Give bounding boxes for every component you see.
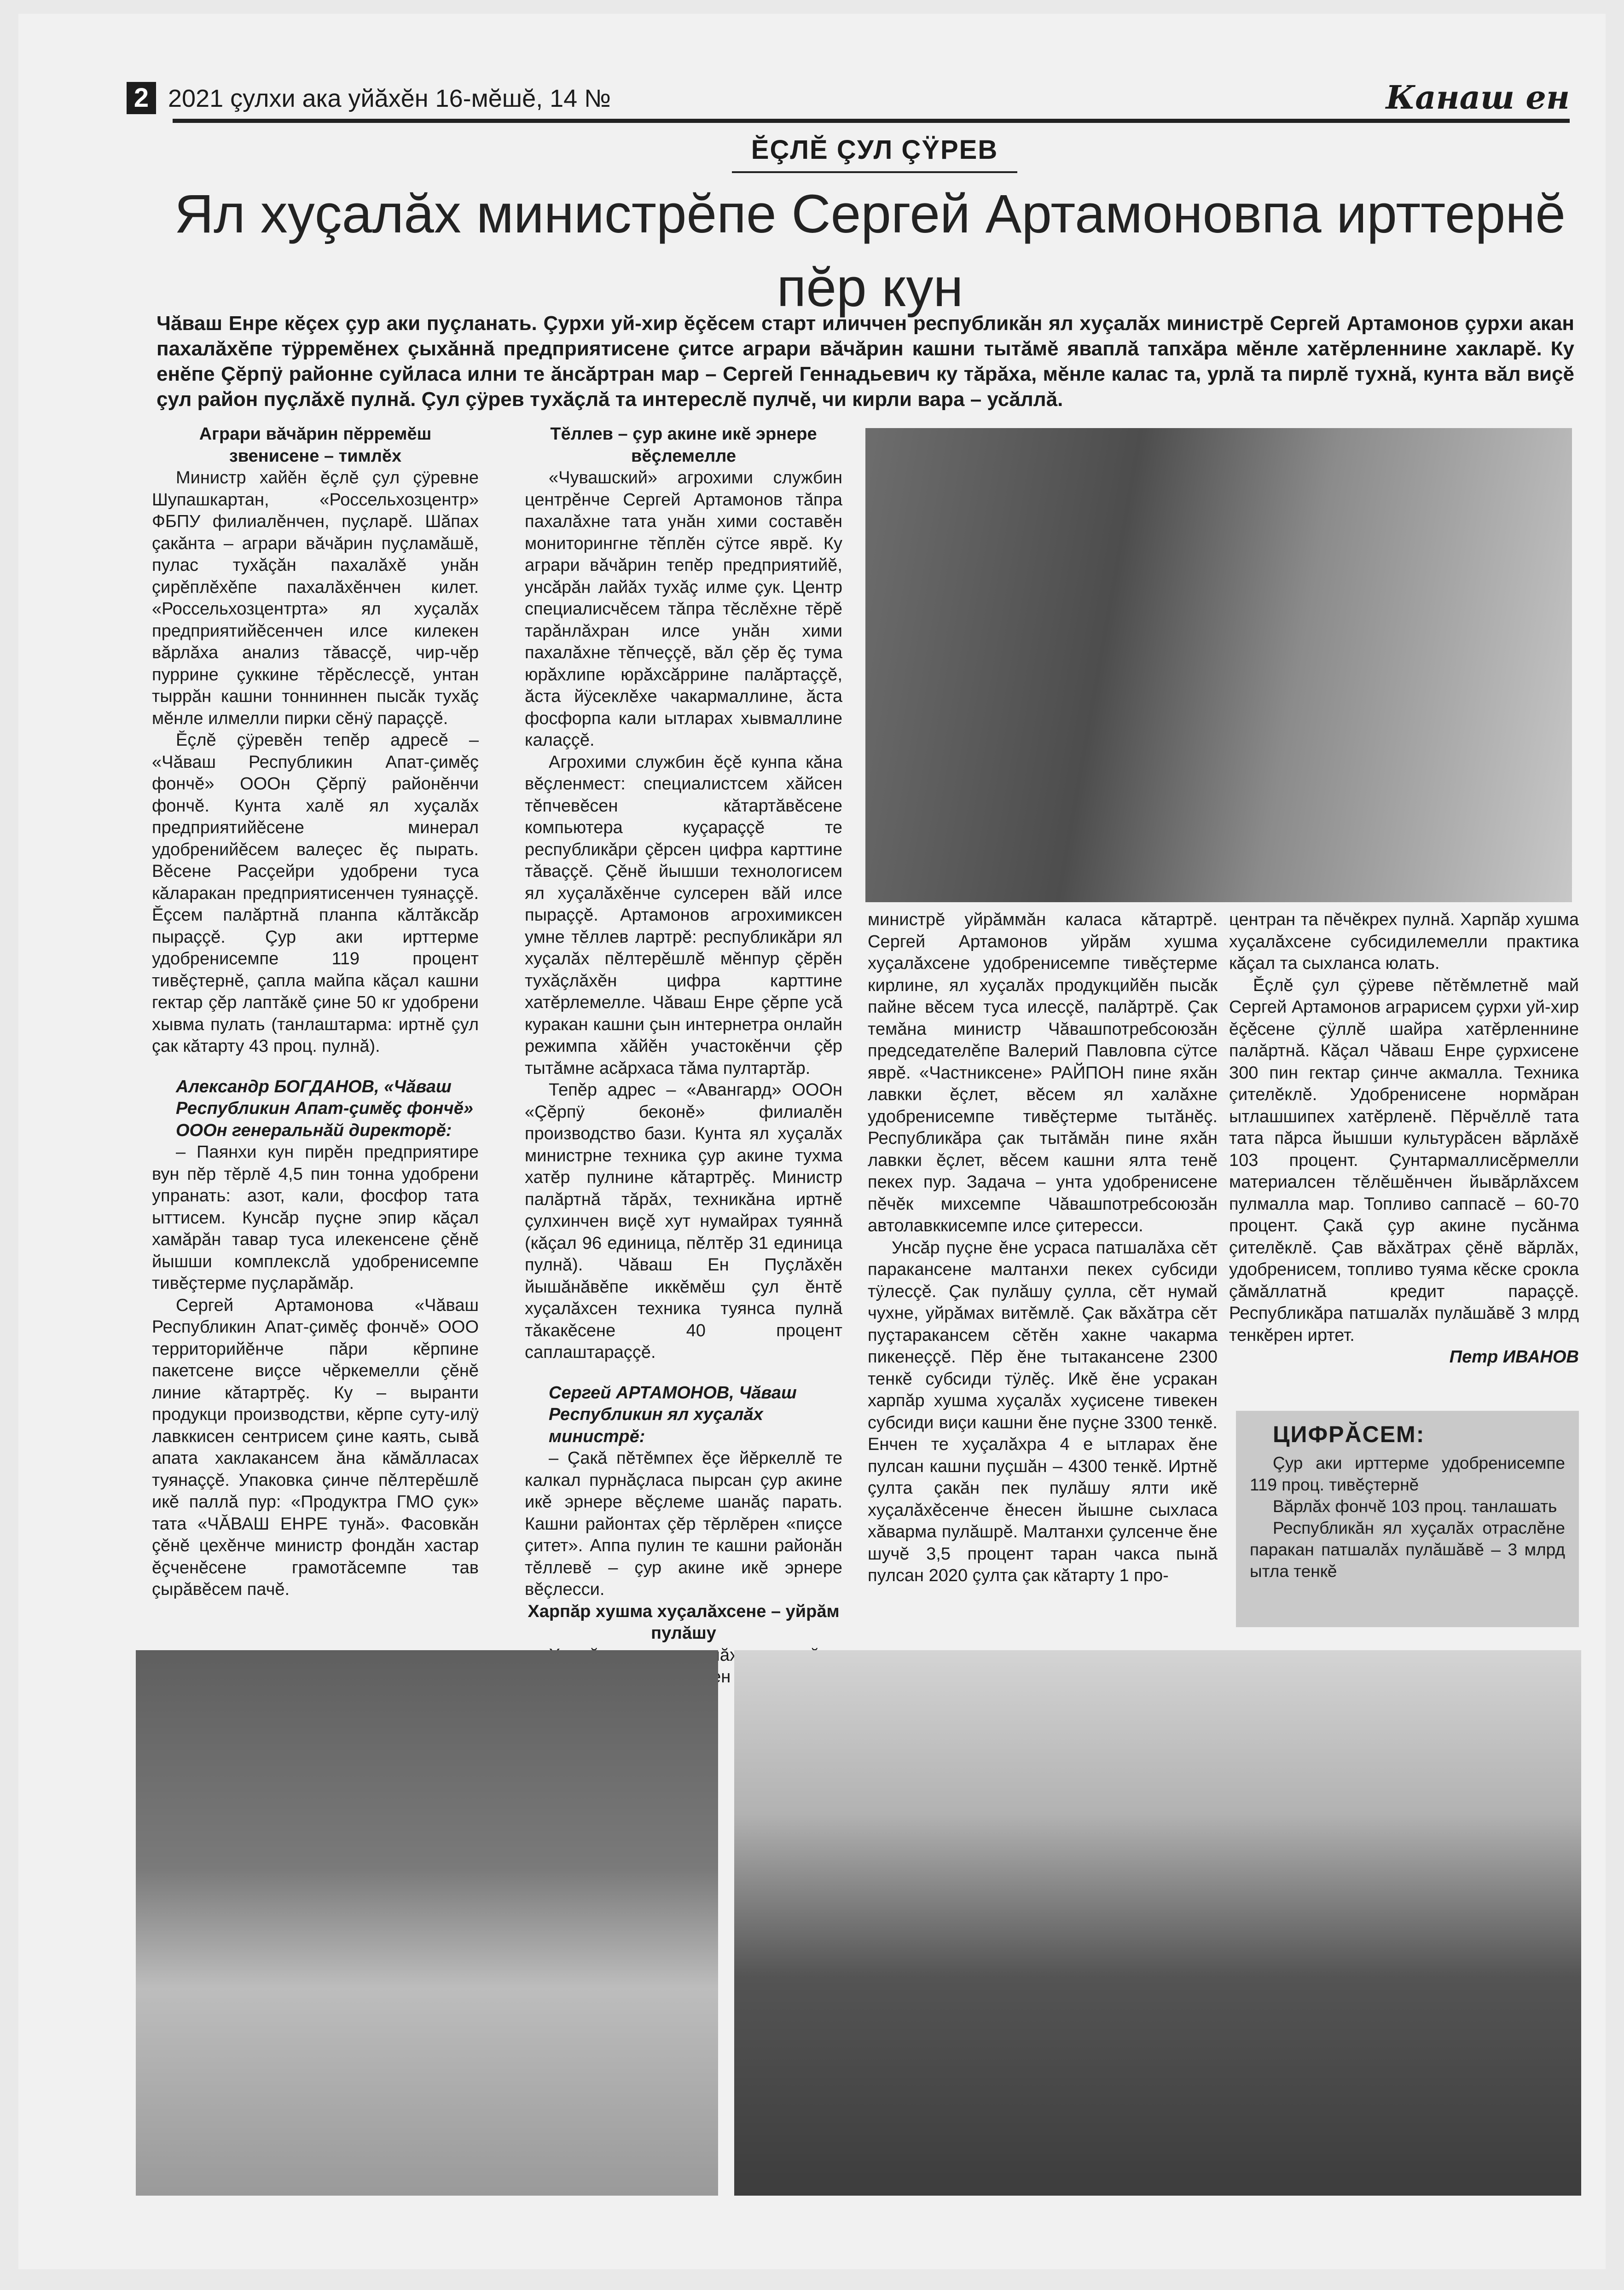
article-title: Ял хуçалăх министрĕпе Сергей Артамоновпа ирттернĕ пĕр кун [174, 184, 1566, 318]
article-lead: Чăваш Енре кĕçех çур аки пуçланать. Çурхи уй-хир ĕçĕсем старт иличчен республикăн ял хуçалăх министрĕ Сергей Артамонов çурхи акан пахалăхĕпе тÿрремĕнех çыхăннă предприятисене çитсе аграри вăчăрин кашни тытăмĕ яваплă тапхăра мĕнле хатĕрленнине хакларĕ. Ку енĕпе Çĕрпÿ районне суйласа илни те ăнсăртран мар – Сергей Геннадьевич ку тăрăха, мĕнле калас та, урлă та пирлĕ тухнă, кунта вăл виçĕ çул район пуçлăхĕ пулнă. Çул çÿрев тухăçлă та интереслĕ пулчĕ, чи кирли вара – усăллă. [157, 312, 1574, 411]
photo-fertilizer-bags [136, 1650, 718, 2196]
column-4 [1229, 909, 1579, 1368]
spacer [152, 1058, 479, 1076]
column-1 [152, 423, 479, 1601]
paragraph: Тепĕр адрес – «Авангард» ОООн «Çĕрпÿ беконĕ» филиалĕн производство бази. Кунта ял хуçалăх министрне техника çур акине тухма хатĕр пулнине кăтартрĕç. Министр палăртнă тăрăх, техникăна иртнĕ çулхинчен виçĕ хут нумайрах туяннă (кăçал 96 единица, пĕлтĕр 31 единица пулнă). Чăваш Ен Пуçлăхĕн йышăнăвĕпе иккĕмĕш çул ĕнтĕ хуçалăхсен техника туянса пулнă тăкакĕсене 40 процент саплаштараççĕ. [525, 1080, 842, 1362]
paragraph: «Чувашский» агрохими службин центрĕнче Сергей Артамонов тăпра пахалăхне тата унăн хими составĕн мониторингне тĕплĕн сÿтсе яврĕ. Ку аграри вăчăрин тепĕр предприятийĕ, унсăрăн лайăх тухăç илме çук. Центр специалисчĕсем тăпра тĕслĕхне тĕрĕ тарăнлăхран илсе унăн хими пахалăхне тĕпчеççĕ, вăл çĕр ĕç тума юрăхлипе юрăхсăррине палăртаççĕ, ăста йÿсеклĕхе чакармаллине, ăста фосфорпа кали ытларах хывмаллине калаççĕ. [525, 468, 842, 750]
photo-tractors-inspection [734, 1650, 1581, 2196]
page-header [127, 74, 1570, 117]
paragraph: – Çакă пĕтĕмпех ĕçе йĕркеллĕ те калкал пурнăçласа пырсан çур акине икĕ эрнере вĕçлеме шанăç парать. Кашни районтах çĕр тĕрлĕрен «пиçсе çитет». Аппа пулин те кашни районăн тĕллевĕ – çур акине икĕ эрнере вĕçлесси. [525, 1449, 842, 1599]
page-number: 2 [127, 82, 156, 114]
paragraph: Агрохими службин ĕçĕ кунпа кăна вĕçленмест: специалистсем хăйсен тĕпчевĕсен кăтартăвĕсене компьютера куçараççĕ те республикăри çĕрсен цифра карттине тăваççĕ. Çĕнĕ йышши технологисем ял хуçалăхĕнче сулсерен вăй илсе пыраççĕ. Артамонов агрохимиксен умне тĕллев лартрĕ: республикăри ял хуçалăх пĕлтерĕшлĕ мĕнпур çĕрĕн тухăçлăхĕн цифра карттине хатĕрлемелле. Чăваш Енре çĕрпе усă куракан кашни çын интернетра онлайн режимпа хăйĕн участокĕнчи çĕр тытăмне асăрхаса тăма пултартăр. [525, 752, 842, 1078]
spacer [525, 1364, 842, 1382]
subheading: Харпăр хушма хуçалăхсене – уйрăм пулăшу [528, 1601, 840, 1643]
infobox-item: Çур аки ирттерме удобренисемпе 119 проц. тивĕçтернĕ [1250, 1454, 1565, 1494]
figures-infobox [1236, 1411, 1579, 1627]
paragraph: Ĕçлĕ çÿревĕн тепĕр адресĕ – «Чăваш Республикин Апат-çимĕç фончĕ» ОООн Çĕрпÿ районĕнчи фончĕ. Кунта халĕ ял хуçалăх предприятийĕсене минерал удобренийĕсем валеçес ĕç пырать. Вĕсене Расçейри удобрени туса кăларакан предприятисенчен туянаççĕ. Ĕçсем палăртнă планпа кăлтăксăр пыраççĕ. Çур аки ирттерме удобренисемпе 119 процент тивĕçтернĕ, çапла майпа кăçал кашни гектар çĕр лаптăкĕ çине 50 кг удобрени хывма пулать (танлаштарма: иртнĕ çул çак кăтарту 43 проц. пулнă). [152, 730, 479, 1056]
infobox-item: Республикăн ял хуçалăх отраслĕне паракан патшалăх пулăшăвĕ – 3 млрд ытла тенкĕ [1250, 1519, 1565, 1581]
paragraph: министрĕ уйрăммăн каласа кăтартрĕ. Сергей Артамонов уйрăм хушма хуçалăхсене удобренисемпе тивĕçтерме кирлине, ял хуçалăх продукцийĕн пысăк пайне вĕсем туса илесçĕ, палăртрĕ. Çак темăна министр Чăвашпотребсоюзăн председателĕпе Валерий Павловпа сÿтсе яврĕ. «Частниксене» РАЙПОН пине яхăн лавкки ĕçлет, вĕсем ял халăхне удобренисемпе тивĕçтерме тытăнĕç. Республикăра çак тытăмăн пине яхăн лавкки ĕçлет, вĕсем кашни ялта тенĕ пекех пур. Задача – унта удобренисене пĕчĕк михсемпе Чăвашпотребсоюзăн автолавккисемпе илсе çитересси. [868, 910, 1218, 1235]
column-3 [868, 909, 1218, 1587]
column-2 [525, 423, 842, 1688]
section-rubric: ĔÇЛĔ ÇУЛ ÇŸРЕВ [751, 135, 998, 165]
header-rule [173, 119, 1570, 123]
paragraph: Ĕçлĕ çул çÿреве пĕтĕмлетнĕ май Сергей Артамонов аграрисем çурхи уй-хир ĕçĕсене çÿллĕ шайра хатĕрленнине палăртнă. Кăçал Чăваш Енре çурхисене 300 пин гектар çинче акмалла. Техника çителĕклĕ. Удобренисене нормăран ытлашшипех хатĕрленĕ. Пĕрчĕллĕ тата тата пăрса йышши культурăсен вăрлăхĕ 103 процент. Çунтармаллисĕрмелли материалсен тĕлĕшĕнчен йывăрлăхсем пулмалла мар. Топливо саппасĕ – 60-70 процент. Çакă çур акине пусăнма çителĕклĕ. Çав вăхăтрах çĕнĕ вăрлăх, удобренисем, топливо туяма кĕске срокла çăмăллатнă кредит параççĕ. Республикăра патшалăх пулăшăвĕ 3 млрд тенкĕрен иртет. [1229, 975, 1579, 1345]
author-byline: Петр ИВАНОВ [1449, 1347, 1579, 1367]
paragraph: центран та пĕчĕкрех пулнă. Харпăр хушма хуçалăхсене субсидилемелли практика кăçал та сыхланса юлать. [1229, 910, 1579, 973]
paragraph: Унсăр пуçне ĕне усраса патшалăха сĕт паракансене малтанхи пекех субсиди тÿлесçĕ. Çак пулăшу çулла, сĕт нумай чухне, уйрăмах витĕмлĕ. Çак вăхăтра сĕт пуçтаракансем сĕтĕн хакне чакарма пикенеççĕ. Пĕр ĕне тытакансене 2300 тенкĕ субсиди тÿлĕç. Икĕ ĕне усракан харпăр хушма хуçалăх хуçисене тивекен субсиди виçи кашни ĕне пуçне 3300 тенкĕ. Енчен те хуçалăхра 4 е ытларах ĕне пулсан кашни пуçшăн – 4300 тенкĕ. Иртнĕ çулта çакăн пек пулăшу ялти икĕ хуçалăхĕсенче ĕнесен йышне сыхласа хăварма пулăшрĕ. Малтанхи çулсенче ĕне шучĕ 3,5 процент таран чакса пынă пулсан 2020 çулта çак кăтарту 1 про- [868, 1238, 1218, 1585]
photo-minister-in-shop [865, 428, 1572, 902]
quote-signature: Сергей АРТАМОНОВ, Чăваш Республикин ял хуçалăх министрĕ: [549, 1383, 797, 1446]
infobox-title: ЦИФРĂСЕМ: [1273, 1421, 1425, 1447]
paragraph: – Паянхи кун пирĕн предприятире вун пĕр тĕрлĕ 4,5 пин тонна удобрени упранать: азот, кали, фосфор тата ыттисем. Кунсăр пуçне эпир кăçал хамăрăн тавар туса илекенсене çĕнĕ йышши комплекслă удобренисемпе тивĕçтерме пуçларăмăр. [152, 1142, 479, 1293]
paragraph: Сергей Артамонова «Чăваш Республикин Апат-çимĕç фончĕ» ООО территорийĕнче пăри кĕрпине пакетсене виçсе чĕркемелли çĕнĕ линие кăтартрĕç. Ку – выранти продукци производстви, кĕрпе суту-илÿ лавккисен сентрисем çине каять, сывă апата хаклакансем ăна кăмăлласах туянаççĕ. Упаковка çинче пĕлтерĕшлĕ икĕ паллă пур: «Продуктра ГМО çук» тата «ЧĂВАШ ЕНРЕ тунă». Фасовкăн çĕнĕ цехĕнче министр фондăн хастар ĕçченĕсене грамотăсемпе тав çырăвĕсем пачĕ. [152, 1295, 479, 1599]
paragraph: хуçалăхсене [673, 1645, 776, 1665]
subheading: Аграри вăчăрин пĕрремĕш звенисене – тимлĕх [199, 424, 432, 466]
paragraph: Министр хайĕн ĕçлĕ çул çÿревне Шупашкартан, «Россельхозцентр» ФБПУ филиалĕнчен, пуçларĕ. Шăпах çакăнта – аграри вăчăрин пуçламăшĕ, пулас тухăçăн пахалăхĕ унăн çирĕплĕхĕпе пахалăхĕнчен килет. «Россельхозцентрта» ял хуçалăх предприятийĕсенчен илсе килекен вăрлăха анализ тăвасçĕ, чир-чĕр пуррине çуккине тĕрĕслесçĕ, унтан тыррăн кашни тонниннен пысăк тухăç мĕнле илмелли пирки сĕнÿ параççĕ. [152, 468, 479, 728]
subheading: Тĕллев – çур акине икĕ эрнере вĕçлемелле [550, 424, 817, 466]
issue-date: 2021 çулхи ака уйăхĕн 16-мĕшĕ, 14 № [168, 85, 611, 112]
rubric-underline [732, 171, 1017, 173]
infobox-item: Вăрлăх фончĕ 103 проц. танлашать [1273, 1497, 1557, 1516]
newspaper-logo: Канаш ен [1386, 78, 1570, 116]
quote-signature: Александр БОГДАНОВ, «Чăваш Республикин Апат-çимĕç фончĕ» ОООн генеральнăй директорĕ: [176, 1077, 473, 1140]
